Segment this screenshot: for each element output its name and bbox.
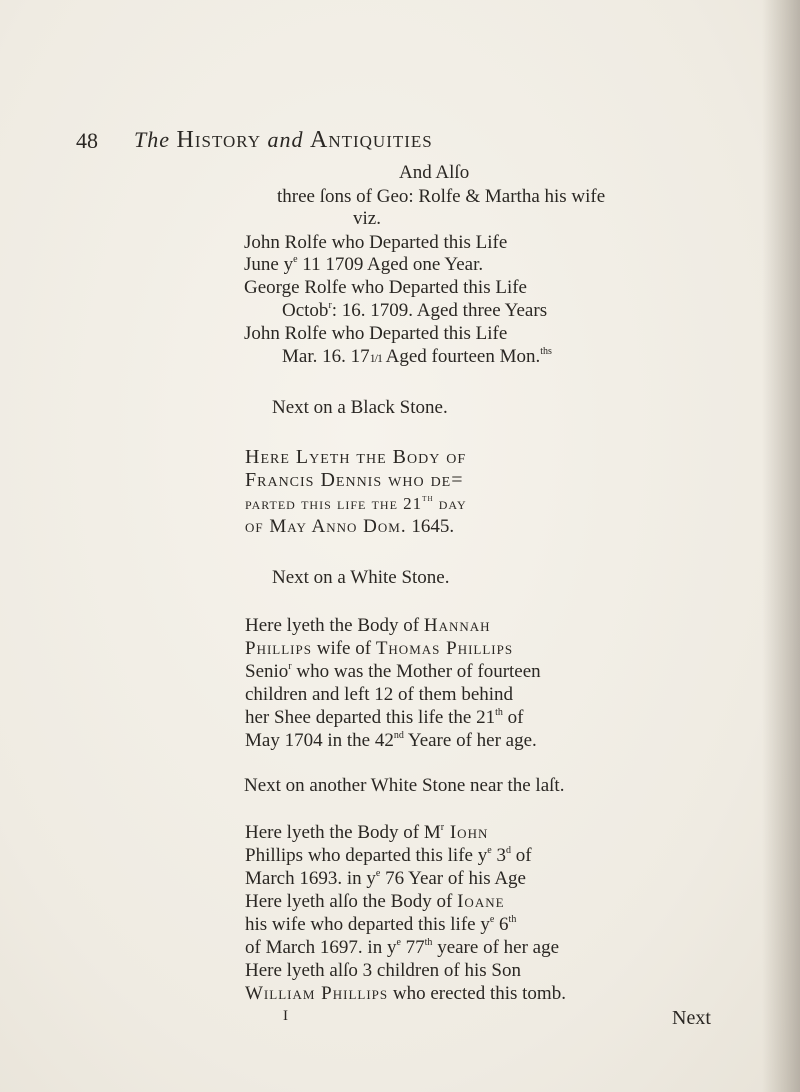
black-stone-line-2: Francis Dennis who de= [245, 469, 464, 491]
text: Octob [282, 300, 329, 321]
rolfe-line-june [244, 254, 483, 276]
running-head-antiquities: Antiquities [309, 127, 433, 153]
text: Here lyeth the Body of M [245, 822, 441, 843]
superscript: r [288, 660, 292, 672]
superscript: th [424, 936, 433, 948]
text: March 1693. in y [245, 868, 376, 889]
text: June y [244, 254, 294, 275]
page-number: 48 [76, 128, 98, 153]
text: of [502, 707, 524, 728]
rolfe-line-1: three ſons of Geo: Rolfe & Martha his wife [277, 186, 606, 207]
name: William Phillips [245, 983, 389, 1004]
running-head [134, 129, 433, 151]
text: 77 [400, 937, 425, 958]
running-head-and: and [267, 127, 304, 152]
black-stone-line-4 [245, 516, 454, 538]
text: Yeare of her age. [403, 730, 537, 751]
superscript: r [440, 821, 445, 833]
text: Here lyeth the Body of [245, 615, 424, 636]
text: Senio [245, 661, 289, 682]
black-stone-heading: Next on a Black Stone. [272, 397, 448, 418]
text: parted this life the 21 [245, 494, 423, 513]
superscript: th [508, 913, 517, 925]
text: of [510, 845, 532, 866]
fraction: 1/1 [369, 351, 382, 365]
text: 6 [494, 914, 509, 935]
another-stone-line-7: Here lyeth alſo 3 children of his Son [245, 960, 521, 981]
superscript: th [422, 493, 434, 505]
rolfe-line-octob [282, 300, 547, 322]
text: of March 1697. in y [245, 937, 397, 958]
another-stone-line-5 [245, 914, 516, 936]
signature-mark: I [283, 1008, 288, 1024]
white-stone-line-5 [245, 707, 523, 729]
superscript: ths [540, 345, 552, 357]
superscript: r [328, 299, 332, 311]
text: 3 [491, 845, 506, 866]
rolfe-line-john-1: John Rolfe who Departed this Life [244, 232, 508, 253]
another-stone-heading: Next on another White Stone near the laſt. [244, 775, 565, 796]
black-stone-line-3 [245, 493, 467, 515]
white-stone-line-3 [245, 661, 541, 683]
superscript: e [487, 844, 492, 856]
superscript: e [293, 253, 298, 265]
text: day [433, 494, 467, 513]
text: his wife who departed this life y [245, 914, 490, 935]
name: Phillips [245, 638, 312, 659]
text: May 1704 in the 42 [245, 730, 394, 751]
white-stone-line-2 [245, 638, 513, 660]
running-head-history: History [176, 127, 261, 153]
text: Aged fourteen Mon. [381, 346, 541, 367]
another-stone-line-2 [245, 845, 532, 867]
text: 76 Year of his Age [380, 868, 526, 889]
text: Mar. 16. 17 [282, 346, 370, 367]
text: : 16. 1709. Aged three Years [331, 300, 548, 321]
text: who erected this tomb. [388, 983, 566, 1004]
catchword: Next [672, 1007, 711, 1029]
white-stone-heading: Next on a White Stone. [272, 567, 450, 588]
superscript: nd [393, 729, 404, 741]
text: 1645. [406, 516, 455, 537]
name: Ioane [457, 891, 505, 912]
text: yeare of her age [432, 937, 560, 958]
rolfe-line-john-2: John Rolfe who Departed this Life [244, 323, 508, 344]
rolfe-viz: viz. [353, 208, 381, 229]
white-stone-line-6 [245, 730, 537, 752]
text: who was the Mother of fourteen [291, 661, 541, 682]
black-stone-line-1: Here Lyeth the Body of [245, 446, 467, 468]
white-stone-line-4: children and left 12 of them behind [245, 684, 514, 705]
another-stone-line-8 [245, 983, 566, 1005]
name: Iohn [444, 822, 489, 843]
another-stone-line-6 [245, 937, 559, 959]
text: Phillips who departed this life y [245, 845, 488, 866]
and-also: And Alſo [399, 162, 470, 183]
another-stone-line-4 [245, 891, 505, 913]
rolfe-line-george: George Rolfe who Departed this Life [244, 277, 527, 298]
text: of May Anno Dom. [245, 516, 407, 537]
superscript: e [375, 867, 381, 879]
another-stone-line-3 [245, 868, 526, 890]
name: Thomas Phillips [375, 638, 514, 659]
text: wife of [311, 638, 376, 659]
superscript: e [396, 936, 401, 948]
superscript: e [489, 913, 495, 925]
name: Hannah [423, 615, 491, 636]
text: her Shee departed this life the 21 [245, 707, 496, 728]
superscript: th [495, 706, 503, 718]
rolfe-line-mar [282, 346, 552, 369]
another-stone-line-1 [245, 822, 488, 844]
page-edge-shadow [762, 0, 800, 1092]
text: Here lyeth alſo the Body of [245, 891, 458, 912]
superscript: d [505, 844, 511, 856]
text: 11 1709 Aged one Year. [297, 254, 484, 275]
running-head-the: The [134, 127, 170, 152]
white-stone-line-1 [245, 615, 491, 637]
